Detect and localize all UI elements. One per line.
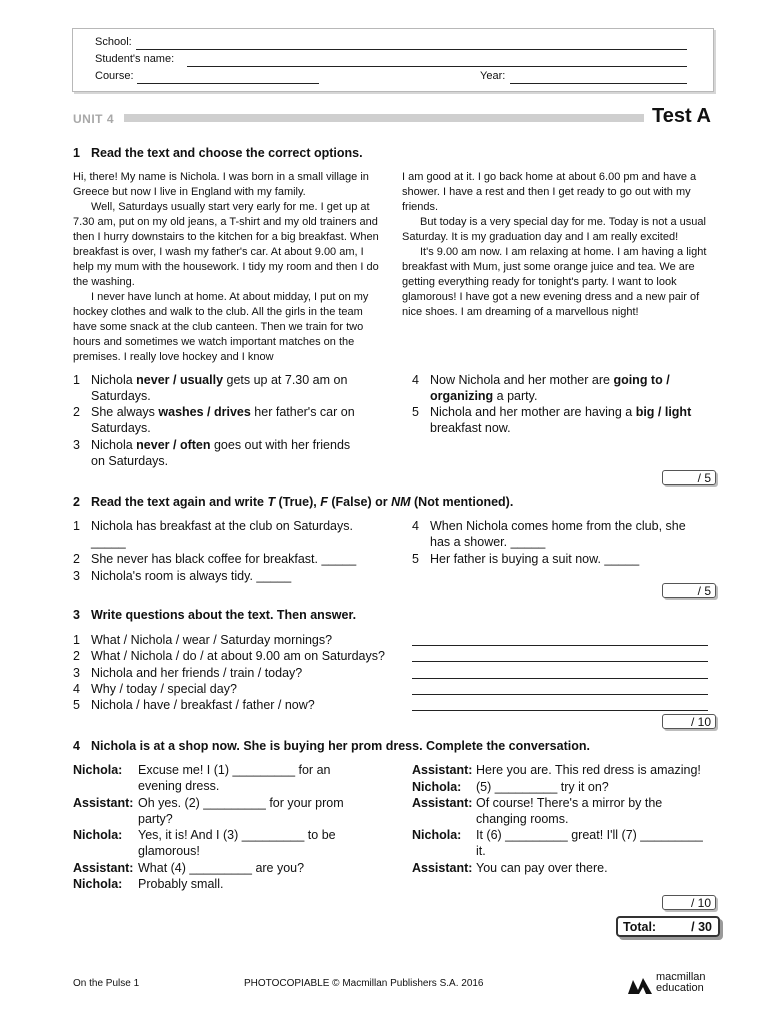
item-number: 2	[73, 405, 80, 419]
school-label: School:	[95, 36, 132, 48]
dialogue-text: evening dress.	[138, 779, 220, 793]
unit-divider-bar	[124, 114, 644, 122]
q1-paragraph: But today is a very special day for me. Today is not a usual Saturday. It is my graduation day and I am really excited!	[402, 216, 706, 243]
q2-instruction: (Not mentioned).	[410, 495, 514, 509]
student-name-field[interactable]	[187, 66, 687, 67]
q3-item	[73, 632, 413, 648]
item-text: Nichola	[91, 373, 137, 387]
item-number: 5	[412, 552, 419, 566]
option-choice[interactable]: never / often	[136, 438, 211, 452]
year-field[interactable]	[510, 83, 687, 84]
answer-line[interactable]	[412, 678, 708, 679]
q1-item	[73, 372, 373, 404]
q1-item	[412, 372, 712, 404]
speaker-label: Assistant:	[412, 796, 473, 810]
dialogue-line	[73, 827, 373, 859]
item-text[interactable]: She never has black coffee for breakfast. _____	[91, 552, 357, 566]
false-abbrev: F	[320, 495, 328, 509]
dialogue-line	[73, 860, 373, 876]
q1-item	[73, 437, 373, 469]
option-choice[interactable]: washes / drives	[158, 405, 251, 419]
item-text: What / Nichola / wear / Saturday mornings?	[91, 633, 333, 647]
total-score: / 30	[691, 920, 712, 934]
q3-item	[73, 697, 413, 713]
q2-item	[73, 551, 403, 567]
answer-blank[interactable]: _____	[91, 535, 126, 549]
item-text: on Saturdays.	[91, 454, 169, 468]
speaker-label: Nichola:	[73, 763, 123, 777]
q4-number: 4	[73, 739, 80, 753]
item-text: Why / today / special day?	[91, 682, 237, 696]
q2-instruction: (False) or	[327, 495, 392, 509]
q3-score-box[interactable]: / 10	[662, 714, 716, 729]
item-text: Nichola / have / breakfast / father / now?	[91, 698, 315, 712]
item-text: Nichola and her mother are having a	[430, 405, 636, 419]
q3-item	[73, 681, 413, 697]
item-text: She always	[91, 405, 159, 419]
item-number: 1	[73, 633, 80, 647]
item-number: 4	[73, 682, 80, 696]
dialogue-text[interactable]: (5) _________ try it on?	[476, 780, 609, 794]
q3-item	[73, 665, 413, 681]
dialogue-text[interactable]: Yes, it is! And I (3) _________ to be	[138, 828, 336, 842]
dialogue-line	[412, 762, 712, 778]
q2-instruction: (True),	[275, 495, 321, 509]
item-number: 3	[73, 666, 80, 680]
q1-item	[73, 404, 373, 436]
speaker-label: Nichola:	[412, 780, 462, 794]
item-text[interactable]: has a shower. _____	[430, 535, 546, 549]
q2-item	[73, 568, 403, 584]
q2-heading	[73, 495, 513, 509]
speaker-label: Assistant:	[73, 796, 134, 810]
course-label: Course:	[95, 70, 134, 82]
footer-book-title: On the Pulse 1	[73, 978, 140, 989]
item-text: When Nichola comes home from the club, she	[430, 519, 686, 533]
q2-item	[73, 518, 403, 550]
q3-heading	[73, 608, 356, 622]
answer-line[interactable]	[412, 694, 708, 695]
option-choice[interactable]: never / usually	[136, 373, 224, 387]
answer-line[interactable]	[412, 661, 708, 662]
student-info-box	[72, 28, 714, 92]
item-text: her father's car on	[250, 405, 355, 419]
item-text: Saturdays.	[91, 389, 151, 403]
item-text[interactable]: Her father is buying a suit now. _____	[430, 552, 640, 566]
q1-text-left-column	[73, 170, 379, 365]
q1-instruction: Read the text and choose the correct options.	[91, 146, 363, 160]
item-number: 2	[73, 552, 80, 566]
option-choice[interactable]: organizing	[430, 389, 494, 403]
q4-score-box[interactable]: / 10	[662, 895, 716, 910]
q1-item	[412, 404, 712, 436]
dialogue-line	[412, 795, 712, 827]
q1-paragraph: I am good at it. I go back home at about 6.00 pm and have a shower. I have a rest and then I get ready to go out with my friends.	[402, 171, 697, 213]
item-number: 3	[73, 438, 80, 452]
dialogue-line	[412, 779, 712, 795]
item-number: 4	[412, 519, 419, 533]
item-text: goes out with her friends	[210, 438, 351, 452]
dialogue-line	[73, 876, 373, 892]
dialogue-text: changing rooms.	[476, 812, 569, 826]
dialogue-text: party?	[138, 812, 173, 826]
dialogue-text: Probably small.	[138, 877, 224, 891]
dialogue-text[interactable]: What (4) _________ are you?	[138, 861, 305, 875]
logo-text-1: macmillan	[656, 971, 706, 983]
q4-heading	[73, 739, 590, 753]
q2-score-box[interactable]: / 5	[662, 583, 716, 598]
item-text: Nichola and her friends / train / today?	[91, 666, 303, 680]
answer-line[interactable]	[412, 710, 708, 711]
course-field[interactable]	[137, 83, 319, 84]
q1-paragraph: I never have lunch at home. At about midday, I put on my hockey clothes and walk to the club. All the girls in the team have some snack at the club canteen. Then we train for two hours and sometimes we watch important matches on the premises. I really love hockey and I know	[73, 291, 369, 363]
item-text: What / Nichola / do / at about 9.00 am on Saturdays?	[91, 649, 385, 663]
q4-instruction: Nichola is at a shop now. She is buying her prom dress. Complete the conversation.	[91, 739, 590, 753]
item-number: 3	[73, 569, 80, 583]
unit-label: UNIT 4	[73, 112, 115, 126]
dialogue-text: it.	[476, 844, 486, 858]
q1-paragraph: Well, Saturdays usually start very early for me. I get up at 7.30 am, put on my old jeans, a T-shirt and my old trainers and then I hurry downstairs to the kitchen for a big breakfast. When breakfast is over, I wash my father's car. At about 9.00 am, I help my mum with the housework. I tidy my room and then I do the washing.	[73, 201, 379, 288]
option-choice[interactable]: big / light	[635, 405, 692, 419]
dialogue-text[interactable]: Oh yes. (2) _________ for your prom	[138, 796, 344, 810]
speaker-label: Assistant:	[73, 861, 134, 875]
q2-number: 2	[73, 495, 80, 509]
item-number: 5	[412, 405, 419, 419]
q1-text-right-column	[402, 170, 708, 320]
speaker-label: Nichola:	[73, 877, 123, 891]
logo-text-2: education	[656, 982, 704, 994]
q1-heading	[73, 146, 363, 160]
dialogue-line	[73, 795, 373, 827]
dialogue-text[interactable]: It (6) _________ great! I'll (7) _________	[476, 828, 703, 842]
macmillan-logo-icon	[627, 974, 653, 996]
q1-number: 1	[73, 146, 80, 160]
true-abbrev: T	[267, 495, 276, 509]
q1-paragraph: It's 9.00 am now. I am relaxing at home. I am having a light breakfast with Mum, just some orange juice and tea. We are getting everything ready for tonight's party. I want to look glamorous! I have got a new evening dress and a new pair of nice shoes. I am dreaming of a marvellous night!	[402, 246, 707, 318]
speaker-label: Assistant:	[412, 861, 473, 875]
q3-item	[73, 648, 413, 664]
dialogue-line	[412, 827, 712, 859]
item-text: Nichola has breakfast at the club on Saturdays.	[91, 519, 353, 533]
q2-item	[412, 518, 712, 550]
dialogue-text: You can pay over there.	[476, 861, 608, 875]
footer-copyright: PHOTOCOPIABLE © Macmillan Publishers S.A. 2016	[244, 978, 484, 989]
item-text: Nichola	[91, 438, 137, 452]
item-text: breakfast now.	[430, 421, 511, 435]
item-number: 1	[73, 373, 80, 387]
speaker-label: Nichola:	[73, 828, 123, 842]
dialogue-text[interactable]: Excuse me! I (1) _________ for an	[138, 763, 331, 777]
answer-line[interactable]	[412, 645, 708, 646]
item-text[interactable]: Nichola's room is always tidy. _____	[91, 569, 292, 583]
q3-instruction: Write questions about the text. Then answer.	[91, 608, 357, 622]
dialogue-text: Of course! There's a mirror by the	[476, 796, 663, 810]
school-field[interactable]	[136, 49, 687, 50]
speaker-label: Assistant:	[412, 763, 473, 777]
item-text: gets up at 7.30 am on	[223, 373, 348, 387]
total-score-box[interactable]	[616, 916, 720, 937]
item-number: 5	[73, 698, 80, 712]
test-title: Test A	[652, 105, 711, 127]
speaker-label: Nichola:	[412, 828, 462, 842]
student-name-label: Student's name:	[95, 53, 175, 65]
q2-instruction: Read the text again and write	[91, 495, 268, 509]
q1-score-box[interactable]: / 5	[662, 470, 716, 485]
dialogue-line	[412, 860, 712, 876]
item-text: a party.	[493, 389, 538, 403]
not-mentioned-abbrev: NM	[391, 495, 411, 509]
item-number: 1	[73, 519, 80, 533]
total-label: Total:	[623, 920, 657, 934]
year-label: Year:	[480, 70, 506, 82]
item-text: Saturdays.	[91, 421, 151, 435]
q3-number: 3	[73, 608, 80, 622]
item-text: Now Nichola and her mother are	[430, 373, 614, 387]
dialogue-text: glamorous!	[138, 844, 200, 858]
option-choice[interactable]: going to /	[613, 373, 670, 387]
item-number: 4	[412, 373, 419, 387]
item-number: 2	[73, 649, 80, 663]
q1-paragraph: Hi, there! My name is Nichola. I was born in a small village in Greece but now I live in England with my family.	[73, 171, 369, 198]
q2-item	[412, 551, 712, 567]
dialogue-line	[73, 762, 373, 794]
dialogue-text: Here you are. This red dress is amazing!	[476, 763, 701, 777]
